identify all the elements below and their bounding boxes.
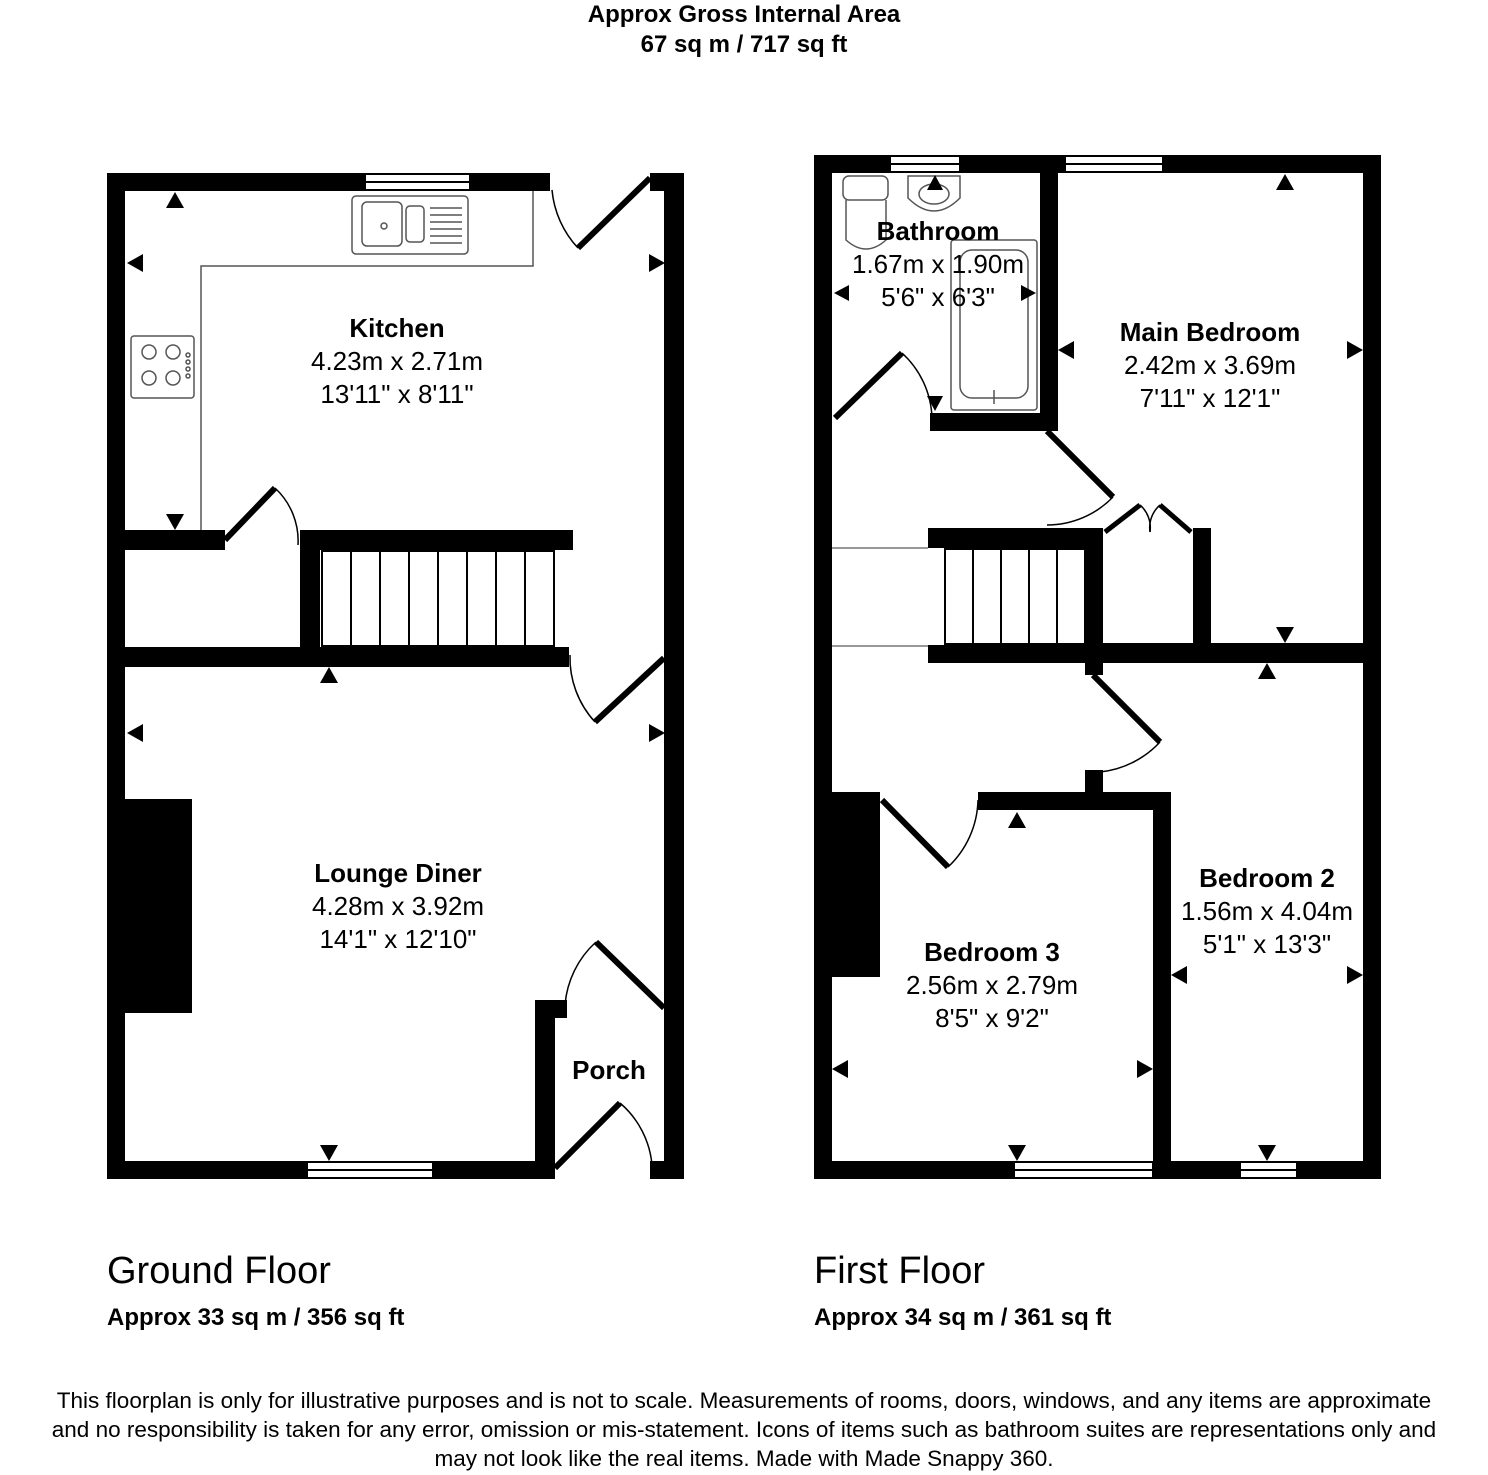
- room-metric: 1.67m x 1.90m: [852, 249, 1024, 279]
- disclaimer-line: may not look like the real items. Made with Made Snappy 360.: [434, 1446, 1054, 1471]
- ground-floor-area: Approx 33 sq m / 356 sq ft: [107, 1304, 405, 1331]
- disclaimer: [0, 1386, 1488, 1473]
- room-bedroom-2-label: [1166, 862, 1368, 961]
- room-porch-label: [549, 1054, 669, 1087]
- room-name: Bathroom: [876, 216, 1000, 246]
- disclaimer-line: and no responsibility is taken for any error, omission or mis-statement. Icons of items such as bathroom suites are representations only and: [51, 1417, 1437, 1442]
- room-bedroom-3-label: [862, 936, 1122, 1035]
- room-imperial: 14'1" x 12'10": [319, 924, 477, 954]
- room-metric: 2.56m x 2.79m: [906, 970, 1078, 1000]
- room-metric: 1.56m x 4.04m: [1181, 896, 1353, 926]
- room-lounge-diner-label: [258, 857, 538, 956]
- room-name: Lounge Diner: [314, 858, 482, 888]
- room-kitchen-label: [259, 312, 535, 411]
- room-name: Bedroom 2: [1199, 863, 1335, 893]
- room-main-bedroom-label: [1075, 316, 1345, 415]
- room-name: Kitchen: [349, 313, 445, 343]
- ground-floor-stairs: [322, 551, 554, 646]
- ground-floor-title: Ground Floor: [107, 1250, 331, 1292]
- room-name: Bedroom 3: [924, 937, 1060, 967]
- disclaimer-line: This floorplan is only for illustrative purposes and is not to scale. Measurements of rooms, doors, windows, and any items are approximate: [56, 1388, 1432, 1413]
- room-bathroom-label: [818, 215, 1058, 314]
- room-imperial: 8'5" x 9'2": [935, 1003, 1049, 1033]
- first-floor-stairs: [832, 548, 1085, 646]
- room-metric: 4.28m x 3.92m: [312, 891, 484, 921]
- gross-area-title: Approx Gross Internal Area: [587, 1, 901, 28]
- first-floor-title: First Floor: [814, 1250, 985, 1292]
- room-imperial: 5'6" x 6'3": [881, 282, 995, 312]
- room-imperial: 5'1" x 13'3": [1202, 929, 1332, 959]
- first-floor-area: Approx 34 sq m / 361 sq ft: [814, 1304, 1112, 1331]
- room-name: Porch: [572, 1055, 646, 1085]
- room-name: Main Bedroom: [1119, 317, 1301, 347]
- room-imperial: 13'11" x 8'11": [320, 379, 474, 409]
- room-metric: 4.23m x 2.71m: [311, 346, 483, 376]
- room-metric: 2.42m x 3.69m: [1124, 350, 1296, 380]
- room-imperial: 7'11" x 12'1": [1139, 383, 1281, 413]
- gross-area-value: 67 sq m / 717 sq ft: [640, 31, 848, 58]
